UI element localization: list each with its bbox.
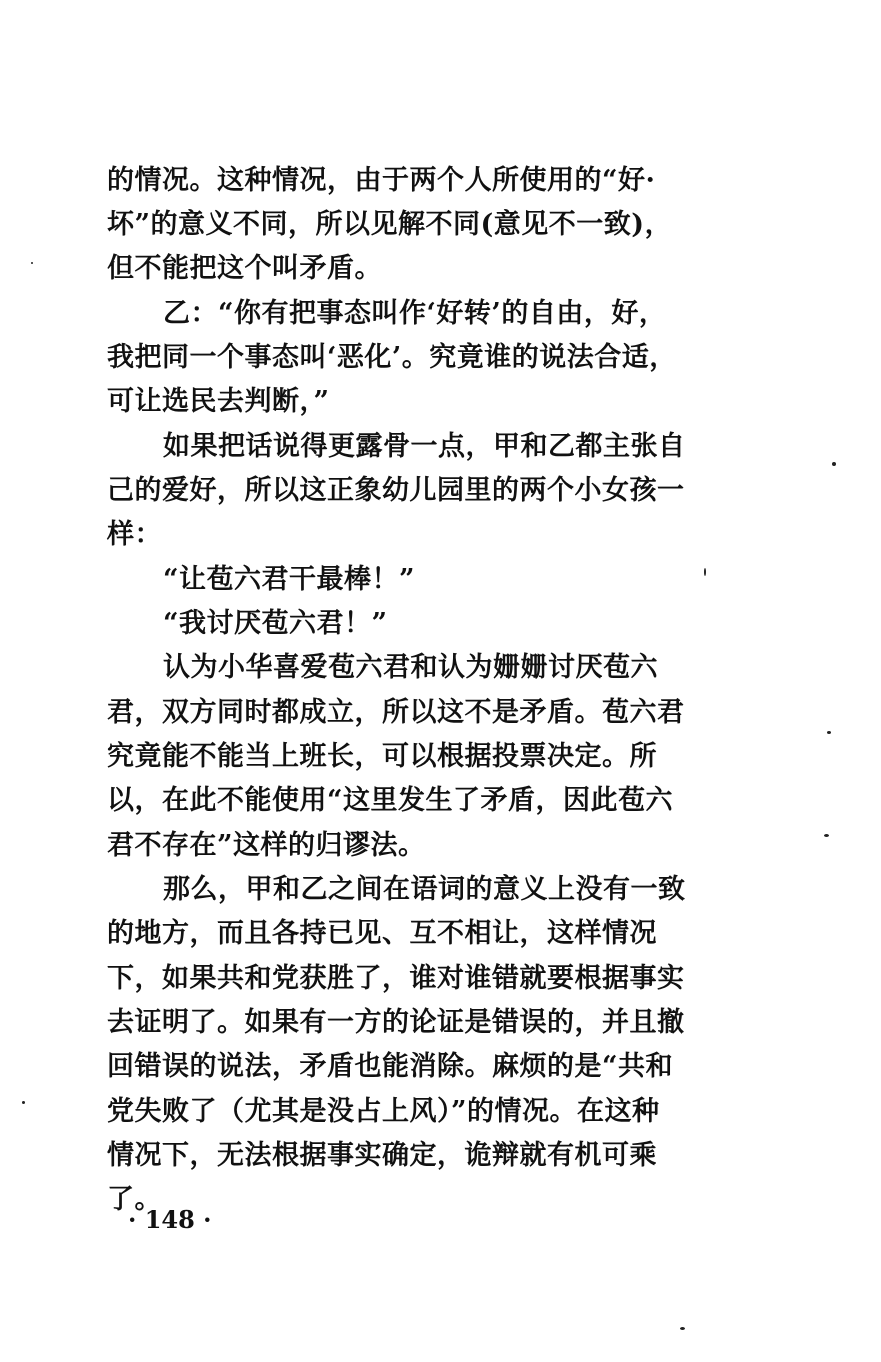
scan-speck	[832, 462, 836, 466]
text-line-22: 党失败了（尤其是没占上风）”的情况。在这种	[107, 1096, 660, 1127]
text-line-3: 但不能把这个叫矛盾。	[107, 253, 382, 284]
text-line-4: 乙：“你有把事态叫作‘好转’的自由，好，	[163, 298, 667, 329]
scan-speck	[22, 1101, 25, 1104]
scan-speck	[704, 568, 706, 576]
scan-speck	[827, 731, 831, 734]
page-number: · 148 ·	[128, 1205, 212, 1234]
text-line-2: 坏”的意义不同，所以见解不同(意见不一致)，	[107, 209, 673, 240]
text-line-24: 了。	[107, 1184, 162, 1215]
text-line-21: 回错误的说法，矛盾也能消除。麻烦的是“共和	[107, 1051, 674, 1082]
text-line-20: 去证明了。如果有一方的论证是错误的，并且撤	[107, 1007, 685, 1038]
text-line-1: 的情况。这种情况，由于两个人所使用的“好·	[107, 165, 656, 196]
text-line-5: 我把同一个事态叫‘恶化’。究竟谁的说法合适，	[107, 342, 677, 373]
text-line-12: 认为小华喜爱苞六君和认为姗姗讨厌苞六	[163, 652, 658, 683]
scan-speck	[31, 262, 33, 264]
scan-speck	[824, 834, 829, 837]
text-line-6: 可让选民去判断，”	[107, 386, 330, 417]
text-line-16: 君不存在”这样的归谬法。	[107, 830, 426, 861]
text-line-13: 君，双方同时都成立，所以这不是矛盾。苞六君	[107, 697, 685, 728]
text-line-8: 己的爱好，所以这正象幼儿园里的两个小女孩一	[107, 475, 685, 506]
text-line-23: 情况下，无法根据事实确定，诡辩就有机可乘	[107, 1140, 657, 1171]
text-line-18: 的地方，而且各持已见、互不相让，这样情况	[107, 918, 657, 949]
text-line-14: 究竟能不能当上班长，可以根据投票决定。所	[107, 741, 657, 772]
quote-line-1: “让苞六君干最棒！”	[163, 564, 416, 595]
text-line-17: 那么，甲和乙之间在语词的意义上没有一致	[163, 874, 686, 905]
text-line-9: 样：	[107, 519, 162, 550]
text-line-15: 以，在此不能使用“这里发生了矛盾，因此苞六	[107, 785, 674, 816]
text-line-7: 如果把话说得更露骨一点，甲和乙都主张自	[163, 431, 686, 462]
text-line-19: 下，如果共和党获胜了，谁对谁错就要根据事实	[107, 963, 685, 994]
scan-speck	[680, 1327, 685, 1330]
quote-line-2: “我讨厌苞六君！”	[163, 608, 388, 639]
